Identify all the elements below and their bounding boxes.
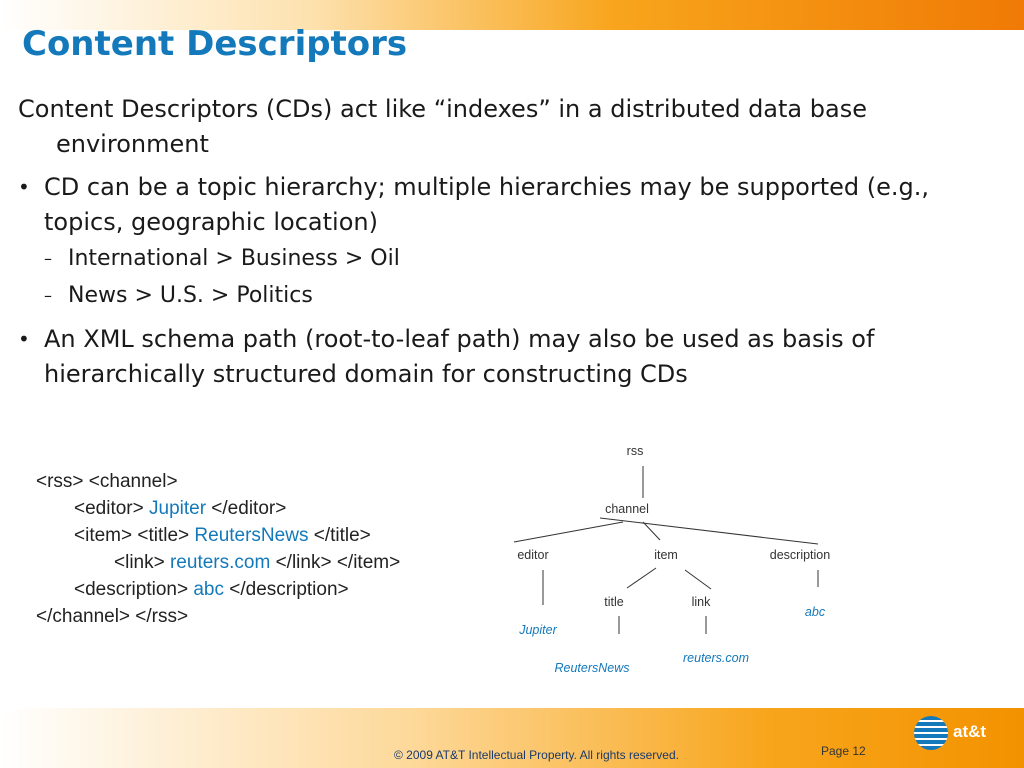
edge-channel-description: [600, 518, 818, 544]
xml-tag: </link> </item>: [270, 552, 401, 573]
xml-line-1: <rss> <channel>: [36, 471, 178, 492]
xml-tag: <item> <title>: [74, 525, 195, 546]
dash-marker: –: [44, 286, 52, 305]
xml-tag: </editor>: [206, 498, 287, 519]
xml-value: abc: [193, 579, 224, 600]
intro-paragraph: Content Descriptors (CDs) act like “indexes” in a distributed data base environment: [18, 95, 867, 158]
dash-marker: –: [44, 249, 52, 268]
edge-item-link: [685, 570, 711, 589]
copyright-text: © 2009 AT&T Intellectual Property. All rights reserved.: [394, 748, 679, 762]
node-link: link: [691, 595, 711, 609]
subitem-1-text: International > Business > Oil: [68, 246, 400, 271]
xml-tag: <editor>: [74, 498, 149, 519]
bullet-dot: •: [18, 327, 30, 351]
node-editor: editor: [517, 548, 549, 562]
value-reutersnews: ReutersNews: [554, 661, 630, 675]
page-number: Page 12: [821, 744, 866, 758]
node-title: title: [604, 595, 624, 609]
value-reuterscom: reuters.com: [683, 651, 749, 665]
node-channel: channel: [605, 502, 649, 516]
logo-wordmark: at&t: [953, 722, 987, 741]
node-item: item: [654, 548, 678, 562]
edge-item-title: [627, 568, 656, 588]
xml-tag: <description>: [74, 579, 194, 600]
xml-value: ReutersNews: [194, 525, 309, 546]
subitem-2-text: News > U.S. > Politics: [68, 283, 313, 308]
bullet-2-text: An XML schema path (root-to-leaf path) may also be used as basis of hierarchically structured domain for constructing CDs: [44, 325, 875, 388]
bullet-1-text: CD can be a topic hierarchy; multiple hierarchies may be supported (e.g., topics, geographic location): [44, 173, 930, 236]
edge-channel-editor: [514, 522, 623, 542]
att-logo: [914, 716, 1004, 752]
xml-tag: </description>: [224, 579, 349, 600]
xml-tag: <link>: [114, 552, 170, 573]
value-jupiter: Jupiter: [519, 623, 557, 637]
value-abc: abc: [804, 605, 826, 619]
slide-title: Content Descriptors: [22, 24, 408, 64]
node-description: description: [769, 548, 831, 562]
xml-value: Jupiter: [149, 498, 207, 519]
xml-tag: </title>: [308, 525, 371, 546]
globe-icon: [914, 716, 948, 750]
xml-line-6: </channel> </rss>: [36, 606, 189, 627]
xml-value: reuters.com: [169, 552, 271, 573]
bullet-dot: •: [18, 175, 30, 199]
node-rss: rss: [626, 444, 644, 458]
